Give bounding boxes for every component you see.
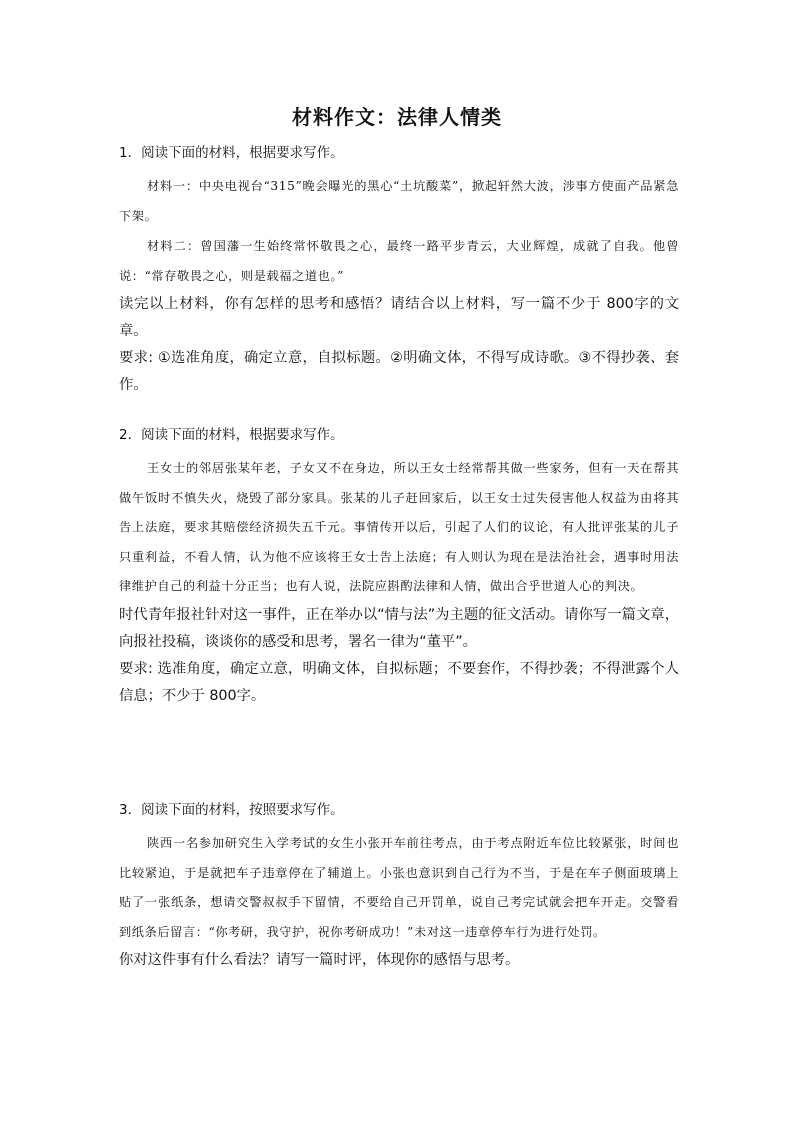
material-paragraph: 陕西一名参加研究生入学考试的女生小张开车前往考点，由于考点附近车位比较紧张，时间也比较紧迫，于是就把车子违章停在了辅道上。小张也意识到自己行为不当，于是在车子侧面玻璃上贴了一张纸条，想请交警叔叔手下留情，不要给自己开罚单，说自己考完试就会把车开走。交警看到纸条后留言：“你考研，我守护，祝你考研成功！”未对这一违章停车行为进行处罚。 (119, 836, 679, 939)
question-2 (119, 425, 679, 710)
writing-requirements: 要求: 选准角度，确定立意，明确文体，自拟标题；不要套作，不得抄袭；不得泄露个人信息；不少于 800字。 (119, 660, 679, 704)
question-heading: 1．阅读下面的材料，根据要求写作。 (119, 145, 344, 161)
writing-requirements: 要求: ①选准角度，确定立意，自拟标题。②明确文体，不得写成诗歌。③不得抄袭、套作。 (119, 350, 679, 393)
material-paragraph: 王女士的邻居张某年老，子女又不在身边，所以王女士经常帮其做一些家务，但有一天在帮其做午饭时不慎失火，烧毁了部分家具。张某的儿子赶回家后，以王女士过失侵害他人权益为由将其告上法庭，要求其赔偿经济损失五千元。事情传开以后，引起了人们的议论，有人批评张某的儿子只重利益，不看人情，认为他不应该将王女士告上法庭；有人则认为现在是法治社会，遇事时用法律维护自己的利益十分正当；也有人说，法院应斟酌法律和人情，做出合乎世道人心的判决。 (119, 461, 679, 593)
question-1 (119, 143, 679, 399)
writing-prompt: 你对这件事有什么看法？请写一篇时评，体现你的感悟与思考。 (119, 952, 520, 968)
question-heading: 2．阅读下面的材料，根据要求写作。 (119, 427, 344, 443)
question-heading: 3．阅读下面的材料，按照要求写作。 (119, 802, 344, 818)
writing-prompt: 时代青年报社针对这一事件，正在举办以“情与法”为主题的征文活动。请你写一篇文章，向报社投稿，谈谈你的感受和思考，署名一律为“董平”。 (119, 606, 679, 650)
material-paragraph: 材料一：中央电视台“315”晚会曝光的黑心“土坑酸菜”，掀起轩然大波，涉事方使面产品紧急下架。 (119, 179, 679, 223)
material-paragraph: 材料二：曾国藩一生始终常怀敬畏之心，最终一路平步青云，大业辉煌，成就了自我。他曾说：“常存敬畏之心，则是载福之道也。” (119, 239, 679, 283)
page-title: 材料作文：法律人情类 (292, 105, 502, 129)
writing-prompt: 读完以上材料，你有怎样的思考和感悟？请结合以上材料，写一篇不少于 800字的文章。 (119, 296, 679, 339)
question-3 (119, 800, 679, 974)
